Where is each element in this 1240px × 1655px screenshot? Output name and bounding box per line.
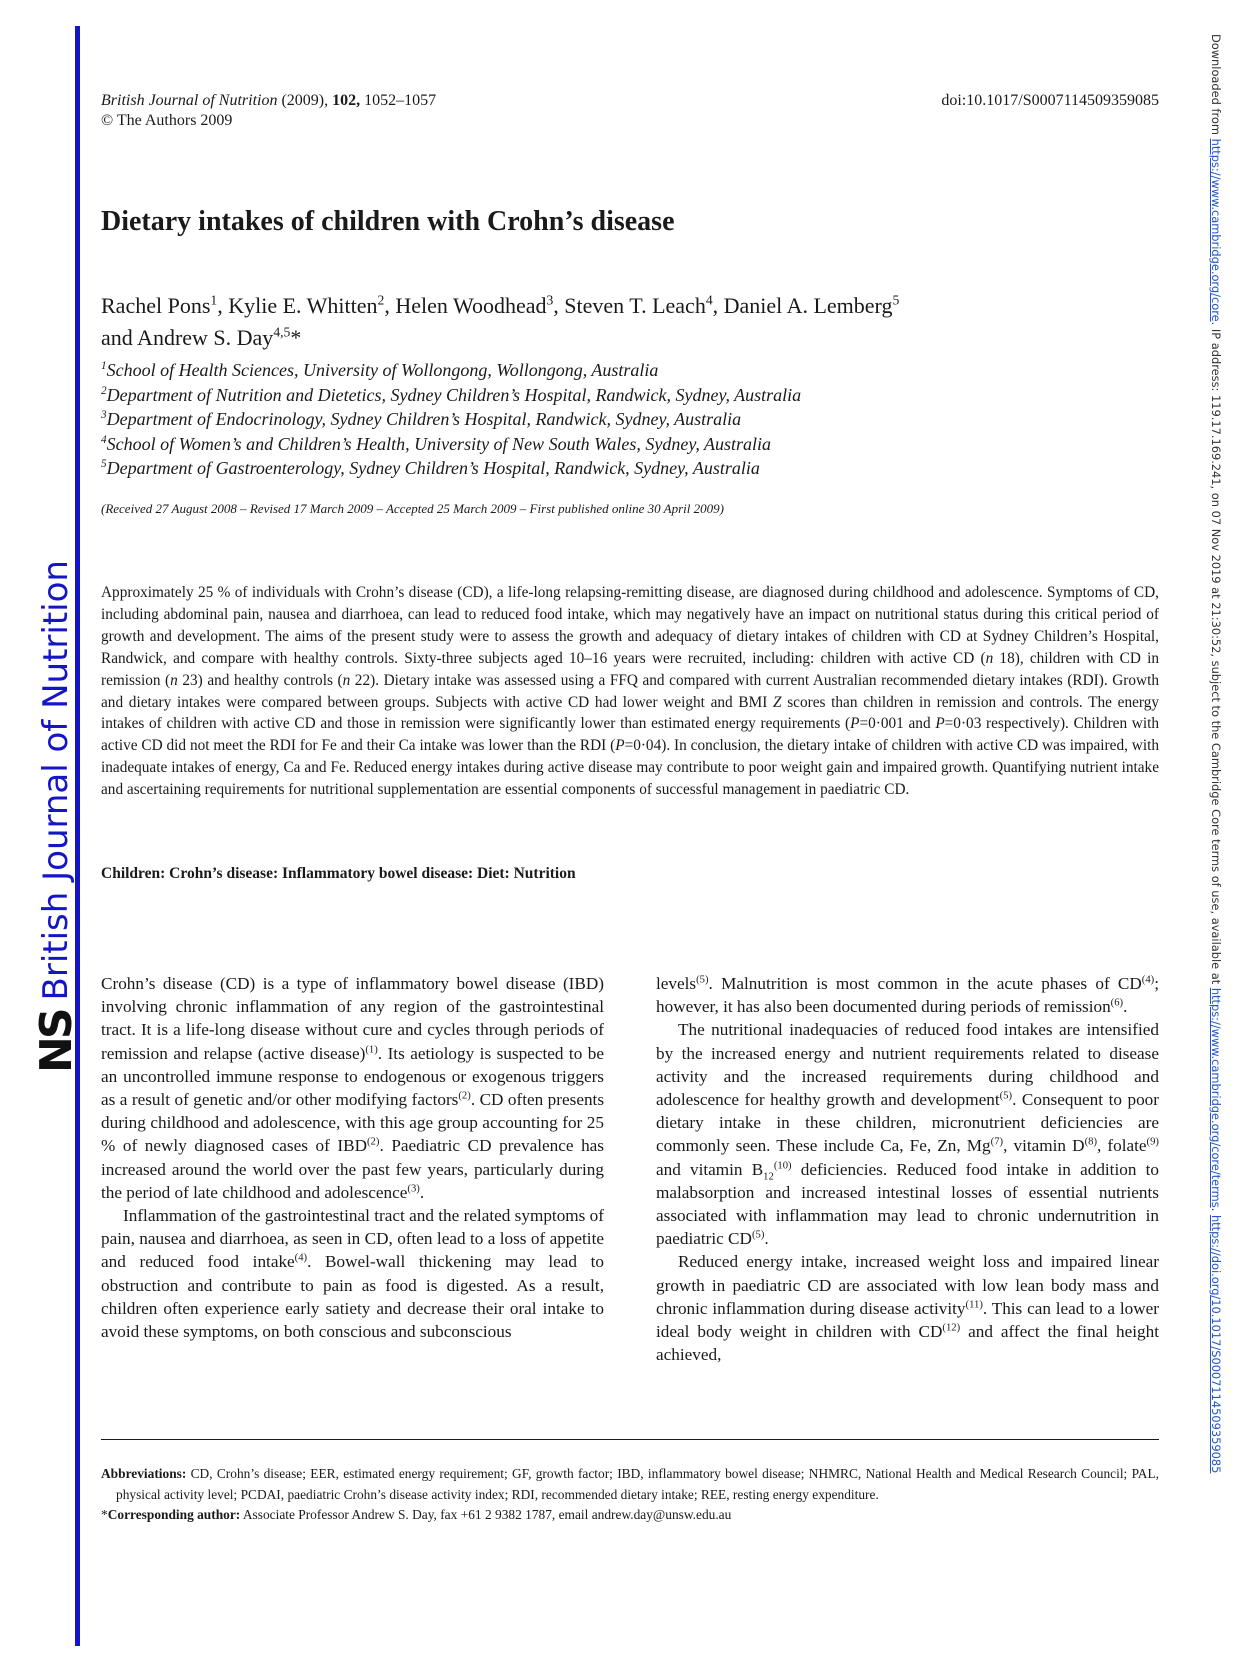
corresponding-label: Corresponding author: xyxy=(107,1507,241,1522)
body-text: Crohn’s disease (CD) is a type of inflammatory bowel disease (IBD) involving chronic inflammation of any region of the gastrointestinal tract. It is a life-long disease without cure and cycles through periods of remission and relapse (active disease) xyxy=(101,974,604,1063)
copyright: © The Authors 2009 xyxy=(101,112,233,129)
abstract-variable: P xyxy=(615,737,625,755)
citation-ref: (4) xyxy=(1141,974,1155,986)
year: (2009), xyxy=(281,92,329,109)
affiliation xyxy=(101,358,801,383)
body-text: deficiencies. Reduced food intake in addition to malabsorption and increased intestinal losses of essential nutrients associated with inflammation may lead to chronic undernutrition in paediatric CD xyxy=(656,1159,1159,1249)
cambridge-core-link[interactable]: https://www.cambridge.org/core xyxy=(1209,138,1223,322)
download-notice xyxy=(1204,34,1228,1582)
affiliation-number: 4 xyxy=(101,433,107,446)
sidebar-journal-name: British Journal of Nutrition xyxy=(36,560,76,1001)
body-text: . xyxy=(419,1182,425,1202)
journal-title: British Journal of Nutrition xyxy=(101,92,278,109)
journal-sidebar xyxy=(24,560,88,1073)
body-paragraph xyxy=(101,1204,604,1343)
abstract xyxy=(101,582,1159,801)
doi-link[interactable]: https://doi.org/10.1017/S0007114509359085 xyxy=(1209,1214,1223,1474)
body-paragraph xyxy=(656,1250,1159,1366)
affiliation-number: 1 xyxy=(101,360,107,372)
footnote-divider xyxy=(101,1439,1159,1440)
keywords: Children: Crohn’s disease: Inflammatory bowel disease: Diet: Nutrition xyxy=(101,865,576,882)
body-text: . Malnutrition is most common in the acute phases of CD xyxy=(708,974,1142,993)
abbreviations-footnote xyxy=(101,1464,1159,1505)
corresponding-text: Associate Professor Andrew S. Day, fax +61 2 9382 1787, email andrew.day@unsw.edu.au xyxy=(240,1507,732,1522)
citation-ref: (10) xyxy=(773,1159,792,1171)
affiliation-number: 2 xyxy=(101,384,107,397)
citation-ref: (12) xyxy=(942,1322,961,1334)
body-text: and vitamin B xyxy=(656,1159,764,1179)
abstract-text: scores than children in remission and controls. The energy intakes of children with active CD and those in remission were significantly lower than estimated energy requirements ( xyxy=(101,693,1159,733)
body-text: . Bowel-wall thickening may lead to obstruction and contribute to pain as food is digested. As a result, children often experience early satiety and decrease their oral intake to avoid these symptoms, on both conscious and subconscious xyxy=(101,1252,604,1342)
subscript: 12 xyxy=(763,1171,774,1183)
abstract-variable: n xyxy=(170,671,178,689)
affiliation-text: Department of Nutrition and Dietetics, Sydney Children’s Hospital, Randwick, Sydney, Australia xyxy=(106,384,802,405)
affiliation-text: School of Health Sciences, University of Wollongong, Wollongong, Australia xyxy=(106,360,659,380)
affiliation xyxy=(101,432,801,457)
doi: doi:10.1017/S0007114509359085 xyxy=(941,92,1159,109)
body-text: . Paediatric CD prevalence has increased around the world over the past few years, particularly during the period of late childhood and adolescence xyxy=(101,1136,604,1202)
citation-ref: (4) xyxy=(294,1252,308,1264)
body-text: and affect the final height achieved, xyxy=(656,1322,1159,1365)
abstract-variable: P xyxy=(850,715,860,733)
received-dates: (Received 27 August 2008 – Revised 17 March 2009 – Accepted 25 March 2009 – First published online 30 April 2009) xyxy=(101,501,724,516)
citation-ref: (5) xyxy=(696,974,709,986)
citation-ref: (9) xyxy=(1146,1136,1159,1148)
author-name: Helen Woodhead xyxy=(395,293,547,318)
body-text: ; however, it has also been documented during periods of remission xyxy=(656,974,1159,1017)
ns-logo: NS xyxy=(30,1010,82,1073)
body-column-left xyxy=(101,972,604,1343)
body-text: . CD often presents during childhood and adolescence, with this age group accounting for 25 % of newly diagnosed cases of IBD xyxy=(101,1090,605,1156)
abstract-text: =0·04). In conclusion, the dietary intake of children with active CD was impaired, with inadequate intakes of energy, Ca and Fe. Reduced energy intakes during active disease may contribute to poor weight gain and impaired growth. Quantifying nutrient intake and ascertaining requirements for nutritional supplementation are essential components of successful management in paediatric CD. xyxy=(101,737,1159,799)
abbreviations-label: Abbreviations: xyxy=(101,1466,187,1481)
abstract-variable: n xyxy=(985,649,994,667)
abstract-text: =0·001 and xyxy=(859,715,936,733)
author-list: Rachel Pons$^1$, Kylie E. Whitten$^2$, Helen Woodhead$^3$, Steven T. Leach$^4$, Daniel A. Lemberg$^5$ and Andrew S. Day$^{4,5}$* xyxy=(101,292,900,350)
body-text: Inflammation of the gastrointestinal tract and the related symptoms of pain, nausea and diarrhoea, as seen in CD, often lead to a loss of appetite and reduced food intake xyxy=(101,1206,604,1272)
body-text: . xyxy=(1123,997,1128,1017)
download-middle: . IP address: 119.17.169.241, on 07 Nov 2019 at 21:30:52, subject to the Cambridge Core terms of use, available at xyxy=(1209,321,1223,988)
affiliation-text: Department of Endocrinology, Sydney Children’s Hospital, Randwick, Sydney, Australia xyxy=(106,409,742,429)
terms-link[interactable]: https://www.cambridge.org/core/terms xyxy=(1209,987,1223,1208)
abstract-variable: n xyxy=(342,671,351,689)
affiliation xyxy=(101,456,801,481)
abstract-text: 18), children with CD in remission ( xyxy=(101,649,1159,689)
article-title: Dietary intakes of children with Crohn’s disease xyxy=(101,206,675,237)
footnotes xyxy=(101,1464,1159,1526)
body-paragraph xyxy=(656,972,1159,1018)
author-affil-sup: 1 xyxy=(210,292,218,308)
body-text: . Consequent to poor dietary intake in these children, micronutrient deficiencies are commonly seen. These include Ca, Fe, Zn, Mg xyxy=(656,1090,1159,1156)
abbreviations-text: CD, Crohn’s disease; EER, estimated energy requirement; GF, growth factor; IBD, inflammatory bowel disease; NHMRC, National Health and Medical Research Council; PAL, physical activity level; PCDAI, paediatric Crohn’s disease activity index; RDI, recommended dietary intake; REE, resting energy expenditure. xyxy=(116,1466,1159,1502)
body-paragraph xyxy=(101,972,604,1204)
citation-ref: (8) xyxy=(1084,1136,1097,1148)
body-text: Reduced energy intake, increased weight loss and impaired linear growth in paediatric CD are associated with low lean body mass and chronic inflammation during disease activity xyxy=(656,1252,1159,1318)
author-affil-sup: 4,5 xyxy=(273,324,291,340)
abstract-text: =0·03 respectively). Children with active CD did not meet the RDI for Fe and their Ca intake was lower than the RDI ( xyxy=(101,715,1159,755)
citation-ref: (5) xyxy=(999,1090,1013,1102)
author-name: Rachel Pons xyxy=(101,293,211,318)
citation-ref: (5) xyxy=(751,1229,765,1241)
corresponding-footnote xyxy=(101,1505,1159,1526)
abstract-variable: P xyxy=(935,715,945,733)
abstract-text: 23) and healthy controls ( xyxy=(177,671,343,689)
citation-ref: (11) xyxy=(965,1299,983,1311)
body-column-right xyxy=(656,972,1159,1366)
body-text: . Its aetiology is suspected to be an uncontrolled immune response to endogenous or exogenous triggers as a result of genetic and/or other modifying factors xyxy=(101,1043,604,1110)
author-affil-sup: 5 xyxy=(892,292,900,308)
author-affil-sup: 4 xyxy=(705,292,713,308)
abstract-text: 22). Dietary intake was assessed using a FFQ and compared with current Australian recommended dietary intakes (RDI). Growth and dietary intakes were compared between groups. Subjects with active CD had lower weight and BMI xyxy=(101,671,1159,711)
download-sep: . xyxy=(1209,1207,1223,1215)
affiliation-number: 5 xyxy=(101,458,107,470)
citation-ref: (6) xyxy=(1110,997,1124,1009)
body-paragraph xyxy=(656,1018,1159,1250)
affiliation xyxy=(101,407,801,432)
author-affil-sup: 2 xyxy=(377,292,385,308)
citation-ref: (2) xyxy=(367,1136,380,1148)
citation-ref: (2) xyxy=(458,1090,471,1102)
body-text: , folate xyxy=(1097,1136,1147,1156)
author-name: Steven T. Leach xyxy=(564,293,706,318)
body-text: levels xyxy=(656,974,697,993)
affiliation xyxy=(101,383,801,408)
volume: 102, xyxy=(332,92,361,109)
citation-ref: (3) xyxy=(407,1183,420,1195)
corresponding-mark: * xyxy=(101,1507,108,1522)
author-name: Kylie E. Whitten xyxy=(228,293,378,318)
affiliations xyxy=(101,358,801,481)
citation-ref: (7) xyxy=(990,1136,1004,1148)
affiliation-text: Department of Gastroenterology, Sydney Children’s Hospital, Randwick, Sydney, Australia xyxy=(106,458,760,478)
author-affil-sup: 3 xyxy=(546,292,554,308)
abstract-variable: Z xyxy=(773,693,782,711)
page-range: 1052–1057 xyxy=(364,92,437,109)
affiliation-text: School of Women’s and Children’s Health, University of New South Wales, Sydney, Australia xyxy=(106,433,772,454)
abstract-text: Approximately 25 % of individuals with Crohn’s disease (CD), a life-long relapsing-remitting disease, are diagnosed during childhood and adolescence. Symptoms of CD, including abdominal pain, nausea and diarrhoea, can lead to reduced food intake, which may negatively have an impact on nutritional status during this critical period of growth and development. The aims of the present study were to assess the growth and adequacy of dietary intakes of children with CD at Sydney Children’s Hospital, Randwick, and compare with healthy controls. Sixty-three subjects aged 10–16 years were recruited, including: children with active CD ( xyxy=(101,584,1159,667)
body-text: , vitamin D xyxy=(1003,1136,1085,1156)
author-name: Daniel A. Lemberg xyxy=(723,293,893,318)
citation-ref: (1) xyxy=(365,1043,378,1055)
body-text: . xyxy=(764,1229,769,1249)
author-name: and Andrew S. Day xyxy=(101,325,274,350)
corresponding-mark: * xyxy=(290,325,302,350)
download-prefix: Downloaded from xyxy=(1209,34,1223,139)
body-text: The nutritional inadequacies of reduced food intakes are intensified by the increased energy and nutrient requirements related to disease activity and the increased requirements during childhood and adolescence for healthy growth and development xyxy=(656,1020,1159,1110)
body-text: . This can lead to a lower ideal body weight in children with CD xyxy=(656,1298,1159,1342)
running-header xyxy=(101,91,1159,131)
affiliation-number: 3 xyxy=(101,409,107,421)
